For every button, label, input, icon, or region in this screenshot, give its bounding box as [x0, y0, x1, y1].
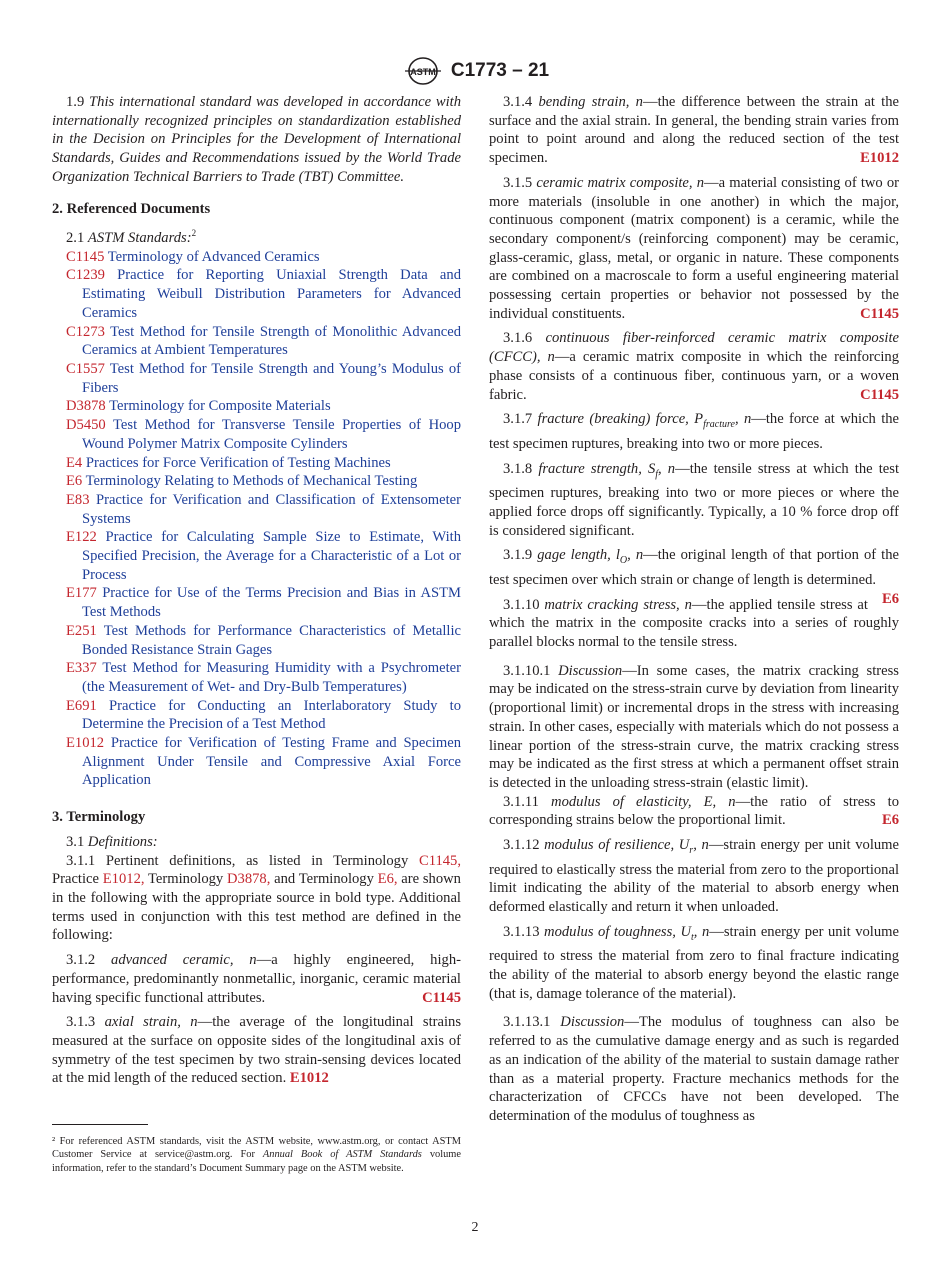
section-3-1-2: 3.1.2 advanced ceramic, n—a highly engineered, high-performance, predominantly nonmetallic, inorganic, ceramic material having specific functional attributes. C1145: [52, 952, 461, 1006]
page-number: 2: [471, 1220, 479, 1235]
section-3-1-9: 3.1.9 gage length, $l_O$, n—the original length of that portion of the test specimen over which strain or change of length is determined. E6: [489, 547, 899, 607]
section-3-1-5: 3.1.5 ceramic matrix composite, n—a material consisting of two or more materials (insoluble in one another) in which the major, continuous component (matrix component) is a ceramic, while the secondary component/s (reinforcing component) may be ceramic, glass-ceramic, glass, metal, or organic in nature. These components are combined on a macroscale to form a useful engineering material possessing certain properties or behavior not possessed by the individual constituents. C1145: [489, 174, 900, 322]
reference-item[interactable]: [52, 472, 461, 491]
link-e1012[interactable]: E1012,: [102, 871, 145, 888]
reference-title[interactable]: Practice for Conducting an Interlaboratory Study to Determine the Precision of a Test Method: [82, 697, 461, 733]
reference-item[interactable]: [52, 397, 461, 416]
heading-terminology: 3. Terminology: [52, 809, 146, 826]
reference-item[interactable]: [52, 584, 461, 621]
reference-title[interactable]: Practice for Verification of Testing Frame and Specimen Alignment Under Tensile and Compressive Axial Force Application: [82, 735, 461, 789]
reference-code[interactable]: E6: [66, 473, 83, 490]
source-e6[interactable]: E6: [881, 590, 899, 607]
reference-title[interactable]: Terminology Relating to Methods of Mechanical Testing: [85, 473, 418, 490]
source-e6[interactable]: E6: [881, 812, 899, 829]
section-3-1-4: 3.1.4 bending strain, n—the difference between the strain at the surface and the axial strain. In general, the bending strain varies from point to point around and along the reduced section of the test specimen. E1012: [489, 94, 899, 167]
reference-title[interactable]: Test Method for Tensile Strength of Monolithic Advanced Ceramics at Ambient Temperatures: [82, 323, 461, 359]
reference-code[interactable]: E251: [66, 622, 97, 639]
section-3-1-10-1: 3.1.10.1 Discussion—In some cases, the matrix cracking stress may be indicated on the stress-strain curve by deviation from linearity (proportional limit) or incremental drops in the stress with increasing strain. In other cases, especially with materials which do not possess a linear portion of the stress-strain curve, the matrix cracking stress may be indicated as the first stress at which a permanent offset strain is detected in the unloading stress-strain (elastic limit).: [489, 662, 899, 791]
left-column: [52, 93, 461, 1088]
section-3-1-12: 3.1.12 modulus of resilience, $U_r$, n—strain energy per unit volume required to elastically stress the material from zero to the proportional limit indicating the ability of the material to absorb energy when deformed elastically and return it when unloaded.: [489, 837, 899, 916]
reference-item[interactable]: [52, 622, 461, 659]
page-header: [0, 56, 950, 86]
section-3-1-10: 3.1.10 matrix cracking stress, n—the applied tensile stress at which the matrix in the composite cracks into a series of roughly parallel blocks normal to the tensile stress.: [489, 596, 899, 650]
astm-logo-icon: [401, 56, 445, 86]
reference-code[interactable]: E691: [66, 697, 97, 714]
heading-referenced-documents: 2. Referenced Documents: [52, 200, 211, 217]
section-3-1-6: 3.1.6 continuous fiber-reinforced ceramic matrix composite (CFCC), n—a ceramic matrix composite in which the reinforcing phase consists of a continuous fiber, continuous yarn, or a woven fabric. C1145: [489, 330, 899, 403]
link-d3878[interactable]: D3878,: [226, 871, 271, 888]
link-e6[interactable]: E6,: [377, 871, 398, 888]
reference-code[interactable]: C1145: [66, 248, 105, 265]
footnote-rule: [52, 1124, 148, 1125]
reference-item[interactable]: [52, 491, 461, 528]
reference-item[interactable]: [52, 734, 461, 790]
reference-code[interactable]: E337: [66, 660, 97, 677]
reference-title[interactable]: Test Method for Measuring Humidity with a Psychrometer (the Measurement of Wet- and Dry-Bulb Temperatures): [82, 660, 462, 695]
source-e1012[interactable]: E1012: [289, 1070, 329, 1087]
section-3-1-8: 3.1.8 fracture strength, $S_f$, n—the tensile stress at which the test specimen ruptures, breaking into two or more pieces or where the applied force drops off significantly. Typically, a 10 % force drop off is considered significant.: [489, 460, 899, 539]
reference-item[interactable]: [52, 697, 461, 734]
reference-code[interactable]: D3878: [66, 398, 106, 415]
reference-title[interactable]: Test Method for Transverse Tensile Properties of Hoop Wound Polymer Matrix Composite Cylinders: [82, 417, 461, 452]
section-3-1-13: 3.1.13 modulus of toughness, $U_t$, n—strain energy per unit volume required to stress the material from zero to final fracture indicating the ability of the material to absorb energy beyond the elastic range (that is, damage tolerance of the material).: [489, 923, 899, 1002]
section-3-1-7: 3.1.7 fracture (breaking) force, $P_{fracture}$, n—the force at which the test specimen ruptures, breaking into two or more pieces.: [489, 411, 900, 452]
reference-title[interactable]: Test Methods for Performance Characteristics of Metallic Bonded Resistance Strain Gages: [82, 622, 462, 658]
section-3-1-13-1: 3.1.13.1 Discussion—The modulus of toughness can also be referred to as the cumulative damage energy and as such is regarded as an indication of the ability of the material to sustain damage rather than as a material property. Fracture mechanics methods for the characterization of CFCCs have not been developed. The determination of the modulus of toughness as: [489, 1014, 899, 1124]
reference-item[interactable]: [52, 416, 461, 453]
reference-code[interactable]: E177: [66, 585, 97, 602]
source-c1145[interactable]: C1145: [860, 386, 899, 403]
footnote: ² For referenced ASTM standards, visit the ASTM website, www.astm.org, or contact ASTM Customer Service at service@astm.org. For Annual Book of ASTM Standards volume information, refer to the standard’s Document Summary page on the ASTM website.: [52, 1136, 461, 1174]
right-column: [489, 93, 899, 1126]
reference-title[interactable]: Practice for Calculating Sample Size to Estimate, With Specified Precision, the Average for a Characteristic of a Lot or Process: [82, 529, 461, 583]
section-3-1-3: 3.1.3 axial strain, n—the average of the longitudinal strains measured at the surface on opposite sides of the longitudinal axis of symmetry of the test specimen by two strain-sensing devices located at the mid length of the reduced section. E1012: [52, 1014, 462, 1087]
source-c1145[interactable]: C1145: [422, 989, 461, 1006]
reference-item[interactable]: [52, 528, 461, 584]
designation: C1773 – 21: [450, 60, 550, 81]
source-c1145[interactable]: C1145: [860, 305, 899, 322]
section-3-1-11: 3.1.11 modulus of elasticity, E, n—the ratio of stress to corresponding strains below the proportional limit. E6: [489, 793, 900, 829]
reference-item[interactable]: [52, 266, 461, 322]
reference-item[interactable]: [52, 248, 461, 267]
reference-title[interactable]: Terminology of Advanced Ceramics: [107, 248, 320, 265]
reference-item[interactable]: [52, 323, 461, 360]
section-3-1: 3.1 Definitions:: [66, 833, 158, 850]
reference-title[interactable]: Test Method for Tensile Strength and Young’s Modulus of Fibers: [82, 361, 461, 396]
section-1-9: 1.9 This international standard was developed in accordance with internationally recognized principles on standardization established in the Decision on Principles for the Development of International Standards, Guides and Recommendations issued by the World Trade Organization Technical Barriers to Trade (TBT) Committee.: [52, 94, 462, 185]
reference-code[interactable]: C1273: [66, 323, 105, 340]
reference-title[interactable]: Practice for Verification and Classification of Extensometer Systems: [82, 491, 461, 527]
section-2-1: 2.1 ASTM Standards:$^2$: [66, 228, 197, 247]
reference-title[interactable]: Practices for Force Verification of Testing Machines: [85, 454, 391, 471]
reference-code[interactable]: E122: [66, 529, 97, 546]
reference-title[interactable]: Terminology for Composite Materials: [109, 398, 331, 415]
source-e1012[interactable]: E1012: [860, 150, 899, 167]
reference-title[interactable]: Practice for Use of the Terms Precision and Bias in ASTM Test Methods: [82, 585, 461, 621]
reference-item[interactable]: [52, 454, 461, 473]
link-c1145[interactable]: C1145,: [418, 852, 461, 869]
reference-item[interactable]: [52, 360, 461, 397]
reference-code[interactable]: D5450: [66, 417, 106, 434]
reference-code[interactable]: C1557: [66, 361, 105, 377]
reference-list: [52, 248, 461, 790]
section-3-1-1: 3.1.1 Pertinent definitions, as listed in Terminology C1145, Practice E1012, Terminology D3878, and Terminology E6, are shown in the following with the appropriate source in bold type. Additional terms used in conjunction with this test method are defined in the following:: [52, 852, 461, 944]
reference-code[interactable]: E83: [66, 491, 90, 508]
astm-logo-text: ASTM: [410, 67, 436, 77]
reference-code[interactable]: C1239: [66, 267, 105, 284]
reference-code[interactable]: E4: [66, 454, 83, 471]
reference-title[interactable]: Practice for Reporting Uniaxial Strength Data and Estimating Weibull Distribution Parameters for Advanced Ceramics: [82, 267, 461, 321]
reference-code[interactable]: E1012: [66, 735, 105, 752]
reference-item[interactable]: [52, 659, 461, 696]
